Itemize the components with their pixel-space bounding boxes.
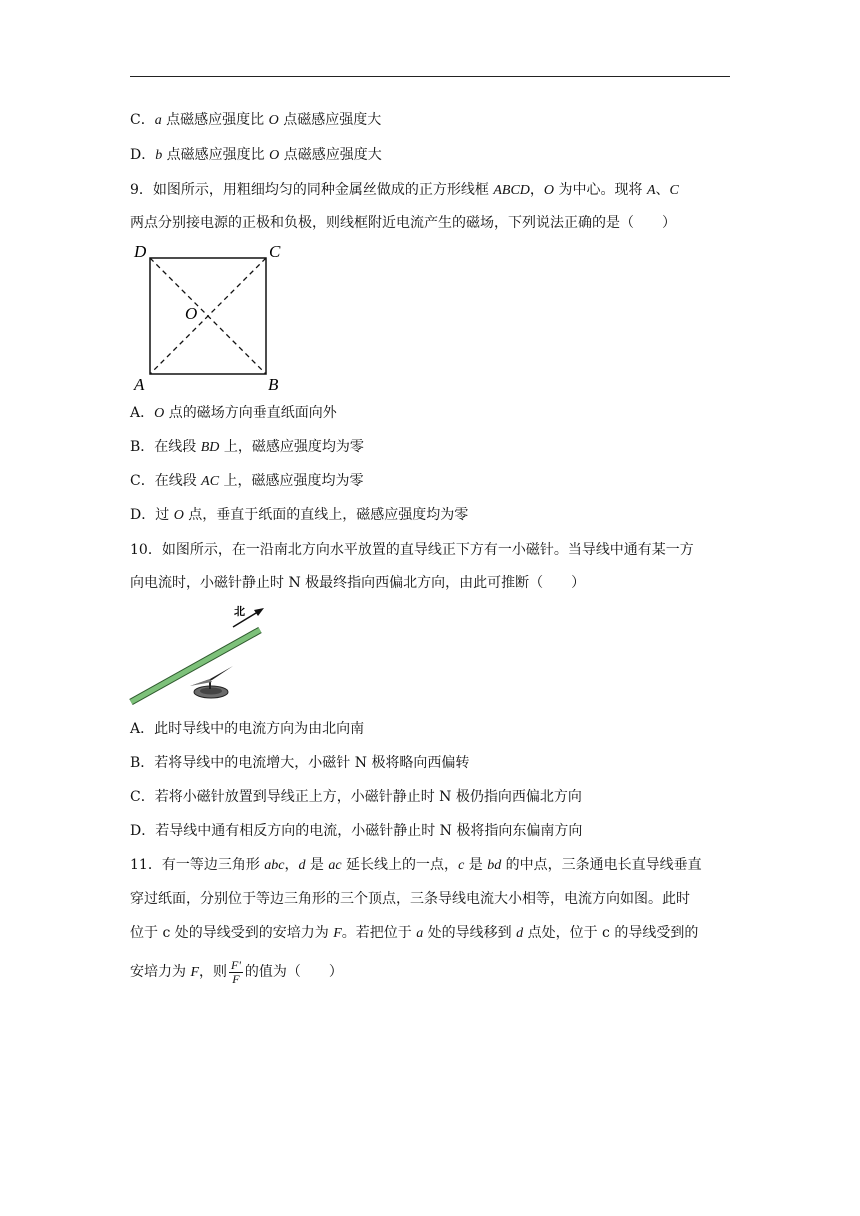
vertex-label-d: D	[134, 242, 147, 261]
north-arrow-icon	[254, 608, 264, 616]
header-rule	[130, 76, 730, 77]
q10-option-c: C．若将小磁针放置到导线正上方，小磁针静止时 N 极仍指向西偏北方向	[130, 789, 582, 805]
q10-option-d: D．若导线中通有相反方向的电流，小磁针静止时 N 极将指向东偏南方向	[130, 823, 583, 839]
fraction-numerator: F'	[231, 957, 241, 972]
q9-square-figure	[128, 238, 288, 394]
q10-option-a: A．此时导线中的电流方向为由北向南	[130, 721, 365, 737]
ratio-fraction	[229, 959, 243, 986]
q9-stem-line2: 两点分别接电源的正极和负极，则线框附近电流产生的磁场，下列说法正确的是（ ）	[130, 215, 676, 231]
q11-stem-line3: 位于 c 处的导线受到的安培力为 F。若把位于 a 处的导线移到 d 点处，位于 c 的导线受到的	[130, 925, 699, 941]
vertex-label-c: C	[269, 242, 281, 261]
vertex-label-b: B	[268, 375, 279, 394]
q10-stem-line1: 10．如图所示，在一沿南北方向水平放置的直导线正下方有一小磁针。当导线中通有某一方	[130, 542, 694, 558]
fraction-denominator: F	[232, 971, 240, 986]
q9-option-c: C．在线段 AC 上，磁感应强度均为零	[130, 473, 364, 489]
north-label: 北	[234, 605, 245, 618]
center-label-o: O	[185, 304, 198, 323]
q11-stem-line2: 穿过纸面，分别位于等边三角形的三个顶点，三条导线电流大小相等，电流方向如图。此时	[130, 891, 690, 907]
q9-option-a: A．O 点的磁场方向垂直纸面向外	[130, 405, 337, 421]
q10-option-b: B．若将导线中的电流增大，小磁针 N 极将略向西偏转	[130, 755, 470, 771]
q8-option-d: D．b 点磁感应强度比 O 点磁感应强度大	[130, 147, 382, 163]
q9-option-b: B．在线段 BD 上，磁感应强度均为零	[130, 439, 364, 455]
q10-wire-compass-figure	[128, 600, 268, 710]
q11-stem-line1: 11．有一等边三角形 abc，d 是 ac 延长线上的一点，c 是 bd 的中点，三条通电长直导线垂直	[130, 857, 702, 873]
q9-option-d: D．过 O 点，垂直于纸面的直线上，磁感应强度均为零	[130, 507, 469, 523]
vertex-label-a: A	[134, 375, 145, 394]
compass-needle-shade	[190, 679, 212, 686]
q9-stem-line1: 9．如图所示，用粗细均匀的同种金属丝做成的正方形线框 ABCD，O 为中心。现将 A、C	[130, 182, 679, 198]
q11-stem-line4: 安培力为 F，则 $\frac{F'}{F}$ 的值为（ ）	[130, 957, 343, 986]
q10-stem-line2: 向电流时，小磁针静止时 N 极最终指向西偏北方向，由此可推断（ ）	[130, 575, 586, 591]
q8-option-c: C．a 点磁感应强度比 O 点磁感应强度大	[130, 112, 382, 128]
